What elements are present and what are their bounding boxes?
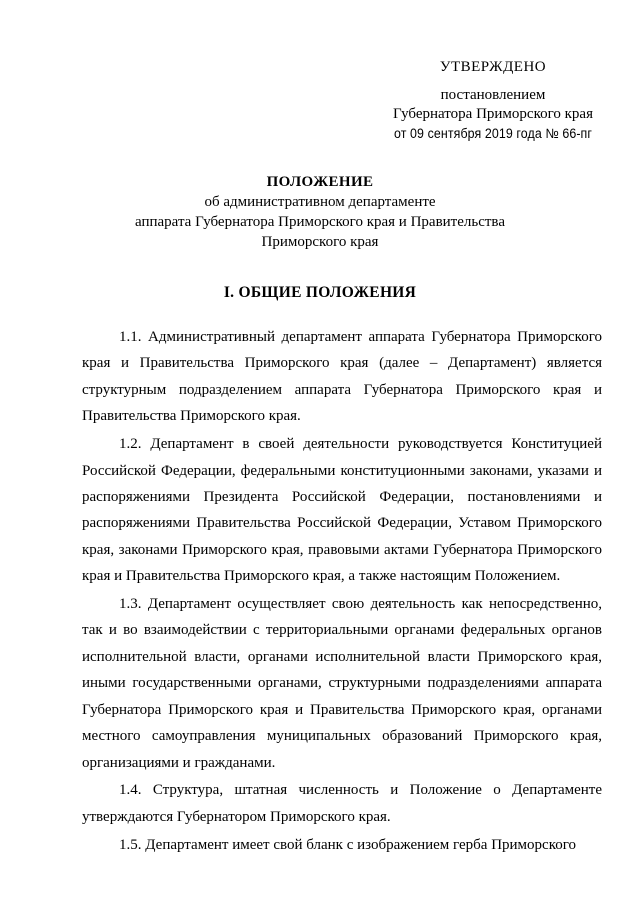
approval-line-decree: постановлением <box>440 87 546 103</box>
approval-spacer <box>368 78 618 86</box>
paragraph-1-1: 1.1. Административный департамент аппарата Губернатора Приморского края и Правительства Приморского края (далее – Департамент) является структурным подразделением аппарата Губернатора Приморского края и Правительства Приморского края. <box>82 329 602 425</box>
paragraph-1-5: 1.5. Департамент имеет свой бланк с изображением герба Приморского <box>119 836 577 853</box>
document-title: ПОЛОЖЕНИЕ <box>266 174 374 190</box>
paragraph-1-2: 1.2. Департамент в своей деятельности руководствуется Конституцией Российской Федерации, федеральными конституционными законами, указами и распоряжениями Президента Российской Федерации, постановлениями и распоряжениями Правительства Российской Федерации, Уставом Приморского края, законами Приморского края, правовыми актами Губернатора Приморского края и Правительства Приморского края, а также настоящим Положением. <box>82 436 602 585</box>
approval-date-stamp: от 09 сентября 2019 года № 66-пг <box>393 126 593 141</box>
document-body <box>82 324 602 860</box>
approval-block <box>368 56 618 144</box>
document-subtitle-line-2: аппарата Губернатора Приморского края и Правительства <box>135 214 505 230</box>
document-title-block <box>40 172 600 252</box>
document-subtitle-line-3: Приморского края <box>261 234 379 250</box>
paragraph-1-3: 1.3. Департамент осуществляет свою деятельность как непосредственно, так и во взаимодействии с территориальными органами федеральных органов исполнительной власти, органами исполнительной власти Приморского края, иными государственными органами, структурными подразделениями аппарата Губернатора Приморского края и Правительства Приморского края, органами местного самоуправления муниципальных образований Приморского края, организациями и гражданами. <box>82 596 602 771</box>
approval-line-governor: Губернатора Приморского края <box>393 106 593 122</box>
approval-heading: УТВЕРЖДЕНО <box>439 59 547 75</box>
section-heading: I. ОБЩИЕ ПОЛОЖЕНИЯ <box>223 284 417 301</box>
document-subtitle-line-1: об административном департаменте <box>204 194 436 210</box>
paragraph-1-4: 1.4. Структура, штатная численность и Положение о Департаменте утверждаются Губернатором Приморского края. <box>82 782 602 825</box>
